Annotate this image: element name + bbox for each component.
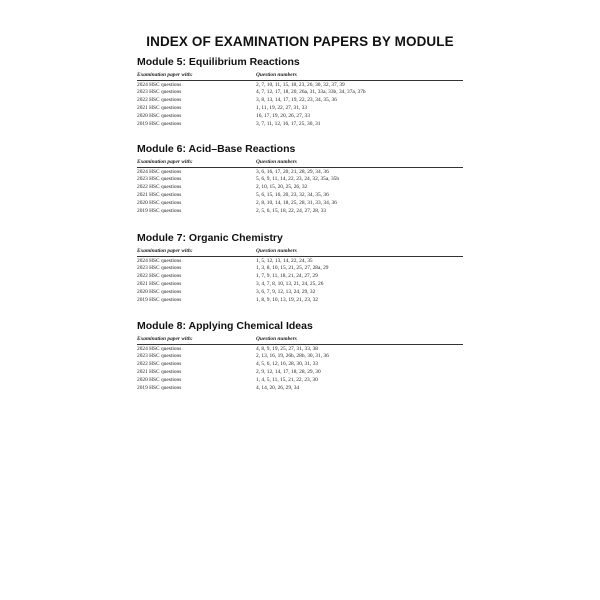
paper-cell: 2020 HSC questions [137, 289, 182, 296]
questions-cell: 1, 11, 19, 22, 27, 31, 33 [256, 105, 308, 112]
table-header [137, 336, 463, 345]
questions-cell: 16, 17, 19, 20, 26, 27, 33 [256, 113, 310, 120]
table-row [137, 82, 463, 90]
table-row [137, 297, 463, 305]
table-header [137, 72, 463, 81]
paper-column-header: Examination paper with: [137, 248, 193, 254]
questions-column-header: Question numbers [256, 159, 297, 165]
questions-cell: 4, 7, 12, 17, 18, 20, 26a, 31, 33a, 33b, 34, 37a, 37b [256, 89, 366, 96]
questions-cell: 2, 9, 12, 14, 17, 18, 28, 29, 30 [256, 369, 321, 376]
questions-cell: 1, 4, 5, 11, 15, 21, 22, 23, 30 [256, 377, 318, 384]
paper-cell: 2020 HSC questions [137, 113, 182, 120]
questions-column-header: Question numbers [256, 248, 297, 254]
paper-cell: 2022 HSC questions [137, 184, 182, 191]
paper-cell: 2024 HSC questions [137, 168, 182, 175]
table-row [137, 361, 463, 369]
paper-column-header: Examination paper with: [137, 159, 193, 165]
table-row [137, 169, 463, 177]
paper-cell: 2022 HSC questions [137, 273, 182, 280]
paper-cell: 2021 HSC questions [137, 105, 182, 112]
table-row [137, 176, 463, 184]
questions-cell: 1, 8, 9, 10, 13, 19, 21, 23, 32 [256, 297, 318, 304]
table-row [137, 89, 463, 97]
questions-cell: 2, 13, 16, 19, 26b, 28b, 30, 31, 36 [256, 353, 329, 360]
questions-cell: 3, 6, 7, 9, 12, 13, 24, 29, 32 [256, 289, 316, 296]
questions-cell: 4, 5, 6, 12, 16, 28, 30, 31, 33 [256, 361, 318, 368]
table-row [137, 208, 463, 216]
paper-cell: 2021 HSC questions [137, 192, 182, 199]
paper-cell: 2019 HSC questions [137, 208, 182, 215]
table-header [137, 159, 463, 168]
table-row [137, 289, 463, 297]
paper-cell: 2024 HSC questions [137, 81, 182, 88]
table-row [137, 265, 463, 273]
questions-cell: 2, 8, 10, 14, 18, 25, 28, 31, 33, 34, 36 [256, 200, 337, 207]
questions-cell: 2, 10, 15, 20, 25, 26, 32 [256, 184, 308, 191]
table-row [137, 258, 463, 266]
table-row [137, 200, 463, 208]
questions-cell: 5, 6, 15, 16, 20, 23, 32, 34, 35, 36 [256, 192, 329, 199]
table-row [137, 369, 463, 377]
questions-cell: 2, 7, 10, 11, 15, 18, 23, 26, 30, 32, 37, 39 [256, 81, 345, 88]
table-row [137, 192, 463, 200]
paper-column-header: Examination paper with: [137, 336, 193, 342]
table-row [137, 281, 463, 289]
table-row [137, 113, 463, 121]
paper-cell: 2021 HSC questions [137, 369, 182, 376]
module-7-section [137, 232, 463, 305]
paper-cell: 2019 HSC questions [137, 121, 182, 128]
module-8-section [137, 320, 463, 393]
table-row [137, 273, 463, 281]
paper-cell: 2023 HSC questions [137, 89, 182, 96]
module-5-section [137, 56, 463, 129]
module-6-section [137, 143, 463, 216]
paper-cell: 2023 HSC questions [137, 265, 182, 272]
questions-cell: 3, 4, 7, 8, 10, 13, 21, 24, 25, 26 [256, 281, 324, 288]
questions-cell: 1, 3, 8, 10, 15, 21, 25, 27, 28a, 29 [256, 265, 329, 272]
paper-cell: 2024 HSC questions [137, 345, 182, 352]
table-row [137, 121, 463, 129]
paper-cell: 2019 HSC questions [137, 297, 182, 304]
questions-cell: 4, 8, 9, 19, 25, 27, 31, 33, 38 [256, 345, 318, 352]
paper-cell: 2023 HSC questions [137, 353, 182, 360]
page-title: INDEX OF EXAMINATION PAPERS BY MODULE [146, 34, 454, 49]
paper-cell: 2024 HSC questions [137, 257, 182, 264]
table-row [137, 353, 463, 361]
table-row [137, 97, 463, 105]
table-row [137, 346, 463, 354]
questions-cell: 3, 8, 13, 14, 17, 19, 22, 23, 34, 35, 36 [256, 97, 337, 104]
paper-cell: 2020 HSC questions [137, 377, 182, 384]
table-row [137, 377, 463, 385]
table-body [137, 81, 463, 129]
paper-cell: 2021 HSC questions [137, 281, 182, 288]
paper-cell: 2022 HSC questions [137, 97, 182, 104]
questions-cell: 2, 5, 6, 15, 18, 22, 24, 27, 28, 33 [256, 208, 327, 215]
paper-cell: 2020 HSC questions [137, 200, 182, 207]
module-title: Module 8: Applying Chemical Ideas [137, 320, 313, 332]
table-body [137, 168, 463, 216]
questions-cell: 1, 5, 12, 13, 14, 22, 24, 35 [256, 257, 313, 264]
table-body [137, 345, 463, 393]
questions-cell: 1, 7, 9, 11, 18, 21, 24, 27, 29 [256, 273, 318, 280]
paper-column-header: Examination paper with: [137, 72, 193, 78]
module-title: Module 6: Acid–Base Reactions [137, 143, 296, 155]
table-row [137, 184, 463, 192]
paper-cell: 2019 HSC questions [137, 385, 182, 392]
table-body [137, 257, 463, 305]
paper-cell: 2023 HSC questions [137, 176, 182, 183]
questions-cell: 4, 14, 20, 26, 29, 34 [256, 385, 300, 392]
table-header [137, 248, 463, 257]
questions-cell: 5, 6, 9, 11, 14, 22, 23, 24, 32, 35a, 35b [256, 176, 340, 183]
questions-cell: 3, 6, 16, 17, 20, 21, 28, 29, 34, 36 [256, 168, 329, 175]
paper-cell: 2022 HSC questions [137, 361, 182, 368]
questions-column-header: Question numbers [256, 336, 297, 342]
module-title: Module 5: Equilibrium Reactions [137, 56, 300, 68]
table-row [137, 105, 463, 113]
table-row [137, 385, 463, 393]
module-title: Module 7: Organic Chemistry [137, 232, 283, 244]
questions-column-header: Question numbers [256, 72, 297, 78]
questions-cell: 3, 7, 11, 12, 16, 17, 25, 30, 31 [256, 121, 321, 128]
